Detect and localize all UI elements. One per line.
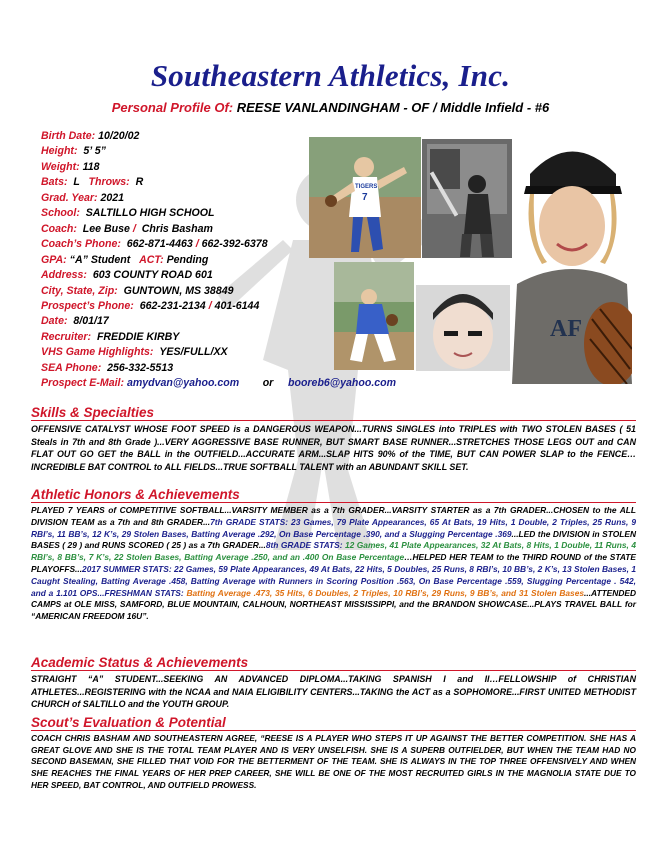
- skills-section: [31, 405, 636, 473]
- profile-info: Birth Date: 10/20/02 Height: 5’ 5” Weight: 118 Bats: L Throws: R Grad. Year: 2021 School: SALTILLO HIGH SCHOOL Coach: Lee Buse / Chris Basham Coach’s Phone: 662-871-4463 / 662-392-6378 GPA: “A” Student ACT: Pending Address: 603 COUNTY ROAD 601 City, State, Zip: GUNTOWN, MS 38849 Prospect’s Phone: 662-231-2134 / 401-6144 Date: 8/01/17 Recruiter: FREDDIE KIRBY VHS Game Highlights: YES/FULL/XX SEA Phone: 256-332-5513 Prospect E-Mail: amydvan@yahoo.com or booreb6@yahoo.com: [41, 130, 397, 390]
- academic-heading: Academic Status & Achievements: [31, 655, 636, 671]
- photo-batting: [422, 139, 512, 258]
- stats-8th: 12 Games, 41 Plate Appearances, 32 At Bats, 8 Hits, 1 Double, 11 Runs, 4 RBI’s, 8 BB’s, 7 K’s, 22 Stolen Bases, Batting Average .250, and an .400 On Base Percentage: [31, 540, 636, 563]
- date: 8/01/17: [73, 315, 109, 328]
- grad-year: 2021: [100, 191, 125, 204]
- honors-section: [31, 487, 636, 623]
- stats-summer: 22 Games, 59 Plate Appearances, 49 At Bats, 22 Hits, 5 Doubles, 25 Runs, 8 RBI’s, 10 BB’s, 2 K’s, 13 Stolen Bases, 1 Caught Stealing, Batting Average .458, Batting Average with Runners in Scoring Position .563, On Base Percentage .559, Slugging Percentage . 542, and a 1.101 OPS...: [31, 563, 636, 598]
- coach-phone-2: 662-392-6378: [201, 238, 268, 251]
- school: SALTILLO HIGH SCHOOL: [85, 207, 215, 220]
- skills-heading: Skills & Specialties: [31, 405, 636, 421]
- throws-label: Throws:: [88, 176, 130, 189]
- sea-phone-label: SEA Phone:: [41, 361, 102, 374]
- photo-pitching: [309, 137, 421, 258]
- height-label: Height:: [41, 145, 78, 158]
- coach-label: Coach:: [41, 222, 77, 235]
- recruiter-label: Recruiter:: [41, 330, 92, 343]
- honors-heading: Athletic Honors & Achievements: [31, 487, 636, 503]
- sea-phone: 256-332-5513: [107, 361, 174, 374]
- prospect-phone-1: 662-231-2134: [139, 299, 206, 312]
- jersey-number: 7: [362, 192, 368, 203]
- coach-phone-1: 662-871-4463: [126, 238, 193, 251]
- gpa: “A” Student: [69, 253, 131, 266]
- academic-body: STRAIGHT “A” STUDENT...SEEKING AN ADVANCED DIPLOMA...TAKING SPANISH I and II…FELLOWSHIP of CHRISTIAN ATHLETES...REGISTERING with the NCAA and NAIA ELIGIBILITY CENTERS...TAKING the ACT as a SOPHOMORE...FIRST UNITED METHODIST CHURCH of SALTILLO and the YOUTH GROUP.: [31, 674, 636, 709]
- birth-date: 10/20/02: [98, 130, 140, 142]
- profile-subtitle: [0, 100, 661, 115]
- act: Pending: [166, 253, 209, 266]
- vhs: YES/FULL/XX: [159, 346, 228, 359]
- stats-7th-label: 7th GRADE STATS:: [210, 516, 288, 527]
- coach-2: Chris Basham: [141, 222, 213, 235]
- company-title: Southeastern Athletics, Inc.: [150, 58, 511, 93]
- city-label: City, State, Zip:: [41, 284, 118, 297]
- photo-portrait: [512, 134, 632, 384]
- birth-date-label: Birth Date:: [41, 130, 96, 142]
- honors-p2: ...LED the DIVISION in STOLEN BASES ( 29 ) and RUNS SCORED ( 25 ) as a 7th GRADER...: [31, 528, 636, 551]
- bats-label: Bats:: [41, 176, 68, 189]
- stats-freshman-label: FRESHMAN STATS:: [104, 587, 184, 598]
- weight-label: Weight:: [41, 160, 80, 173]
- address: 603 COUNTY ROAD 601: [92, 269, 213, 282]
- date-label: Date:: [41, 315, 68, 328]
- stats-8th-label: 8th GRADE STATS:: [265, 540, 343, 551]
- gpa-label: GPA:: [41, 253, 67, 266]
- stats-7th: 23 Games, 79 Plate Appearances, 65 At Bats, 19 Hits, 1 Double, 2 Triples, 25 Runs, 9 RBI’s, 11 BB’s, 12 K’s, 29 Stolen Bases, Batting Average .292, On Base Percentage .390, and a Slugging Percentage .369: [31, 516, 637, 539]
- photo-closeup: [416, 285, 510, 371]
- subtitle-player: REESE VANLANDINGHAM - OF / Middle Infield - #6: [236, 100, 550, 115]
- school-label: School:: [41, 207, 80, 220]
- city: GUNTOWN, MS 38849: [123, 284, 234, 297]
- recruiter: FREDDIE KIRBY: [96, 330, 180, 343]
- throws: R: [135, 176, 144, 189]
- height: 5’ 5”: [83, 145, 106, 158]
- bats: L: [73, 176, 80, 189]
- email-2[interactable]: booreb6@yahoo.com: [288, 377, 397, 390]
- photo-fielding: [334, 262, 414, 370]
- honors-body: [31, 505, 636, 623]
- coach-1: Lee Buse: [82, 222, 130, 235]
- jersey-text: TIGERS: [355, 184, 378, 190]
- scout-heading: Scout’s Evaluation & Potential: [31, 715, 636, 731]
- stats-freshman: Batting Average .473, 35 Hits, 6 Doubles, 2 Triples, 10 RBI’s, 29 Runs, 9 BB’s, and 31 Stolen Bases: [186, 587, 585, 598]
- prospect-phone-label: Prospect’s Phone:: [41, 299, 134, 312]
- grad-year-label: Grad. Year:: [41, 191, 98, 204]
- honors-p1: PLAYED 7 YEARS of COMPETITIVE SOFTBALL...VARSITY MEMBER as a 7th GRADER...VARSITY STARTER as a 7th GRADER...CHOSEN to the ALL DIVISION TEAM as a 7th and 8th GRADER...: [31, 505, 636, 527]
- shirt-text: AF: [550, 316, 582, 342]
- weight: 118: [82, 160, 100, 173]
- coach-phone-label: Coach’s Phone:: [41, 238, 121, 251]
- honors-p4: ...ATTENDED CAMPS at OLE MISS, SAMFORD, BLUE MOUNTAIN, CALHOUN, NORTHEAST MISSISSIPPI, and the BRANDON SHOWCASE...PLAYS TRAVEL BALL for “AMERICAN FREEDOM 16U”.: [31, 587, 637, 622]
- email-label: Prospect E-Mail:: [41, 377, 125, 390]
- stats-summer-label: 2017 SUMMER STATS:: [82, 563, 172, 574]
- subtitle-label: Personal Profile Of:: [111, 100, 234, 115]
- skills-body: OFFENSIVE CATALYST WHOSE FOOT SPEED is a DANGEROUS WEAPON...TURNS SINGLES into TRIPLES with TWO STOLEN BASES ( 51 Steals in 7th and 8th Grade )...VERY AGGRESSIVE BASE RUNNER, BUT SMART BASE RUNNER...STRETCHES THOSE LEGS OUT and CAN FLAT OUT GO GET the BALL in the OUTFIELD...ACCURATE ARM...SLAP HITS 90% of the TIME, BUT CAN POWER SLAP to the FENCE…INCREDIBLE BAT CONTROL to ALL FIELDS...TRUE SOFTBALL TALENT with an ABUNDANT SKILL SET.: [31, 424, 636, 472]
- email-1[interactable]: amydvan@yahoo.com: [126, 377, 240, 390]
- email-or: or: [262, 377, 274, 390]
- honors-p3: …HELPED HER TEAM to the THIRD ROUND of the STATE PLAYOFFS...: [31, 552, 636, 574]
- prospect-phone-2: 401-6144: [214, 299, 260, 312]
- scout-section: [31, 715, 636, 792]
- vhs-label: VHS Game Highlights:: [41, 346, 154, 359]
- address-label: Address:: [41, 269, 87, 282]
- academic-section: [31, 655, 636, 711]
- scout-body: COACH CHRIS BASHAM AND SOUTHEASTERN AGREE, “REESE IS A PLAYER WHO STEPS IT UP AGAINST THE BETTER COMPETITION. SHE HAS A GREAT GLOVE AND SHE IS THE TOTAL TEAM PLAYER AND IS VERY UNSELFISH. SHE IS A SUPERB OUTFIELDER, BUT WHEN THE TEAM HAD NO SECOND BASEMAN, SHE FILLED THAT VOID FOR THE BETTERMENT OF THE TEAM. SHE IS ALWAYS IN THE TOP THREE OFFENSIVELY AND WHEN SHE REACHES THE FINAL YEARS OF HER PREP CAREER, SHE WILL BE ONE OF THE MOST RECRUITED GIRLS IN THE MAGNOLIA STATE DUE TO HER SPEED, BAT CONTROL, AND OUTFIELD PROWESS.: [31, 733, 636, 790]
- act-label: ACT:: [139, 253, 164, 266]
